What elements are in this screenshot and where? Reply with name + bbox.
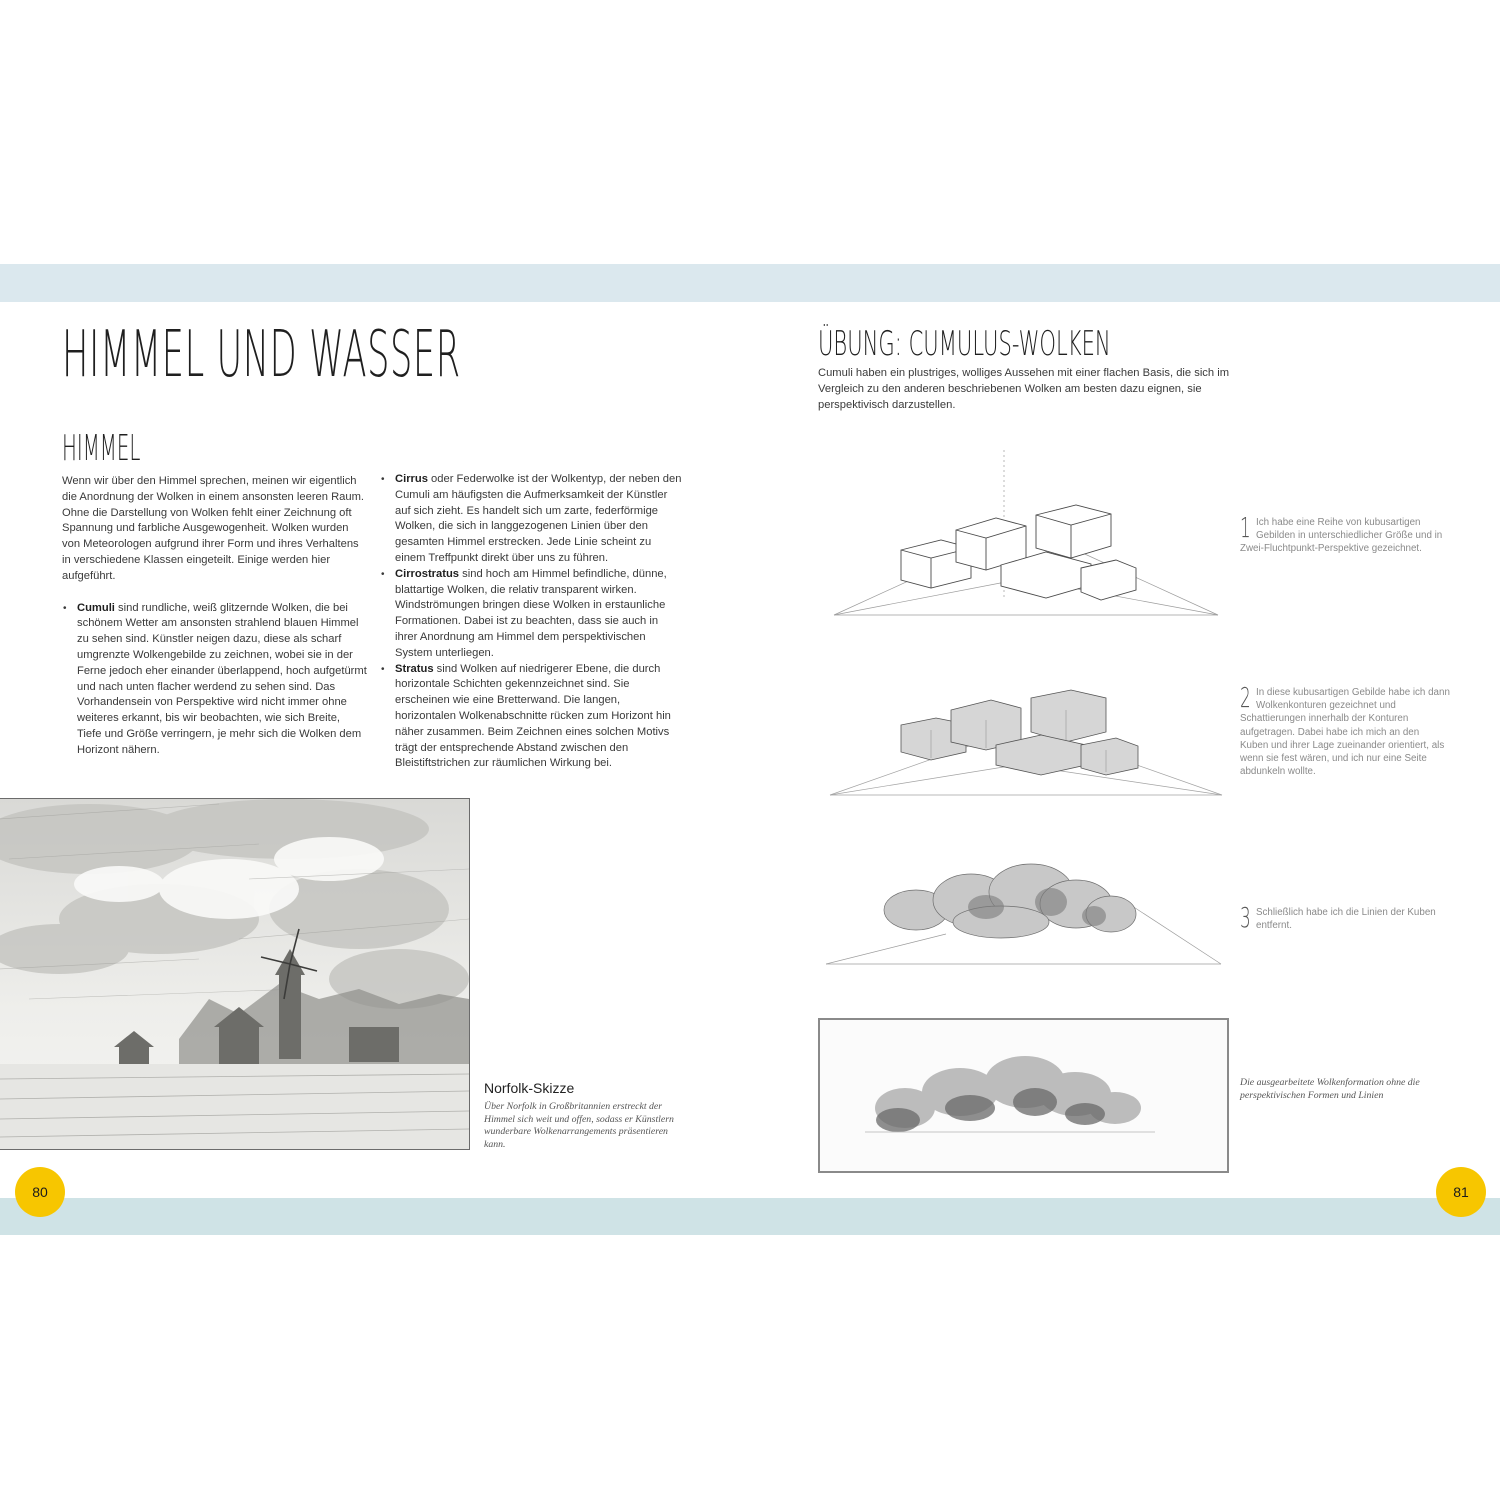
step-1-cube-drawing [826, 440, 1226, 625]
term: Cirrus [395, 473, 428, 485]
page-number-badge: 80 [15, 1167, 65, 1217]
step-number: 2 [1240, 681, 1251, 714]
step-1-text [1240, 511, 1450, 556]
exercise-intro: Cumuli haben ein plustriges, wolliges Aussehen mit einer flachen Basis, die sich im Vergleich zu den anderen beschriebenen Wolken am besten dazu eignen, sie perspektivisch darzustellen. [818, 367, 1230, 411]
term: Cumuli [77, 601, 115, 614]
list-item [62, 601, 367, 759]
exercise-title: ÜBUNG: CUMULUS-WOLKEN [818, 324, 1111, 364]
step-description: Ich habe eine Reihe von kubusartigen Gebilden in unterschiedlicher Größe und in Zwei-Fluchtpunkt-Perspektive gezeichnet. [1240, 517, 1443, 555]
term: Cirrostratus [395, 567, 460, 580]
step-2-shaded-cube-drawing [826, 680, 1226, 805]
final-cloud-image [818, 1018, 1229, 1173]
list-item [380, 662, 682, 773]
cloud-type-list [380, 472, 682, 772]
cloud-formation-illustration [820, 1020, 1227, 1171]
figure-title: Norfolk-Skizze [484, 1080, 575, 1096]
pencil-landscape-illustration [0, 799, 469, 1149]
page-number-badge: 81 [1436, 1167, 1486, 1217]
section-heading: HIMMEL [62, 428, 141, 469]
term-description: sind rundliche, weiß glitzernde Wolken, die bei schönem Wetter am ansonsten strahlend blauen Himmel zu sehen sind. Künstler neigen dazu, diese als scharf umgrenzte Wolkengebilde zu zeichnen, wobei sie in der Ferne jedoch eher einander überlappend, hoch aufgetürmt und nach unten flacher werdend zu sehen sind. Das Vorhandensein von Perspektive wird nicht immer ohne weiteres erkannt, bis wir beobachten, wie sich Breite, Tiefe und Größe verringern, je mehr sich die Wolken dem Horizont nähern. [77, 601, 367, 756]
page-title: HIMMEL UND WASSER [62, 318, 461, 392]
text-column-1 [62, 474, 367, 759]
top-color-band [0, 264, 1500, 302]
step-number: 1 [1240, 511, 1251, 544]
intro-paragraph: Wenn wir über den Himmel sprechen, meinen wir eigentlich die Anordnung der Wolken in einem ansonsten leeren Raum. Ohne die Darstellung von Wolken fehlt einer Zeichnung oft Spannung und farbliche Ausgewogenheit. Wolken wurden von Meteorologen aufgrund ihrer Form und ihres Verhaltens in verschiedene Klassen eingeteilt. Einige werden hier aufgeführt. [62, 475, 365, 582]
term-description: sind hoch am Himmel befindliche, dünne, blattartige Wolken, die relativ transparent wirken. Windströmungen bringen diese Wolken in erstaunliche Formationen. Dabei ist zu beachten, dass sie auch in ihrer Anordnung am Himmel dem perspektivischen System unterliegen. [395, 567, 667, 659]
text-column-2 [380, 472, 682, 772]
term-description: sind Wolken auf niedrigerer Ebene, die durch horizontale Schichten gekennzeichnet sind. Sie erscheinen wie eine Bretterwand. Die langen, horizontalen Wolkenabschnitte rücken zum Horizont hin näher zusammen. Beim Zeichnen eines solchen Motivs trägt der entsprechende Abstand zwischen den Bleistiftstrichen zur räumlichen Wirkung bei. [395, 662, 671, 770]
term: Stratus [395, 662, 434, 675]
list-item [380, 472, 682, 567]
step-number: 3 [1240, 901, 1251, 934]
norfolk-sketch-image [0, 798, 470, 1150]
step-2-text [1240, 681, 1450, 778]
step-3-text [1240, 901, 1450, 934]
bottom-color-band [0, 1198, 1500, 1235]
step-description: In diese kubusartigen Gebilde habe ich dann Wolkenkonturen gezeichnet und Schattierungen innerhalb der Konturen aufgetragen. Dabei habe ich mich an den Kuben und ihrer Lage zueinander orientiert, als wenn sie fest wären, und ich nur eine Seite abdunkeln wollte. [1240, 687, 1450, 778]
list-item [380, 567, 682, 662]
step-description: Schließlich habe ich die Linien der Kuben entfernt. [1256, 907, 1436, 932]
cloud-type-list [62, 601, 367, 759]
figure-caption: Über Norfolk in Großbritannien erstreckt der Himmel sich weit und offen, sodass er Künstlern wunderbare Wolkenarrangements präsentieren kann. [484, 1101, 674, 1150]
term-description: oder Federwolke ist der Wolkentyp, der neben den Cumuli am häufigsten die Aufmerksamkeit der Künstler auf sich zieht. Es handelt sich um zarte, federförmige Wolken, die sich in langgezogenen Linien über den gesamten Himmel erstrecken. Jede Linie scheint zu einem Treffpunkt direkt über uns zu führen. [395, 473, 682, 564]
step-3-cloud-drawing [826, 852, 1226, 972]
final-image-caption: Die ausgearbeitete Wolkenformation ohne die perspektivischen Formen und Linien [1240, 1077, 1420, 1101]
